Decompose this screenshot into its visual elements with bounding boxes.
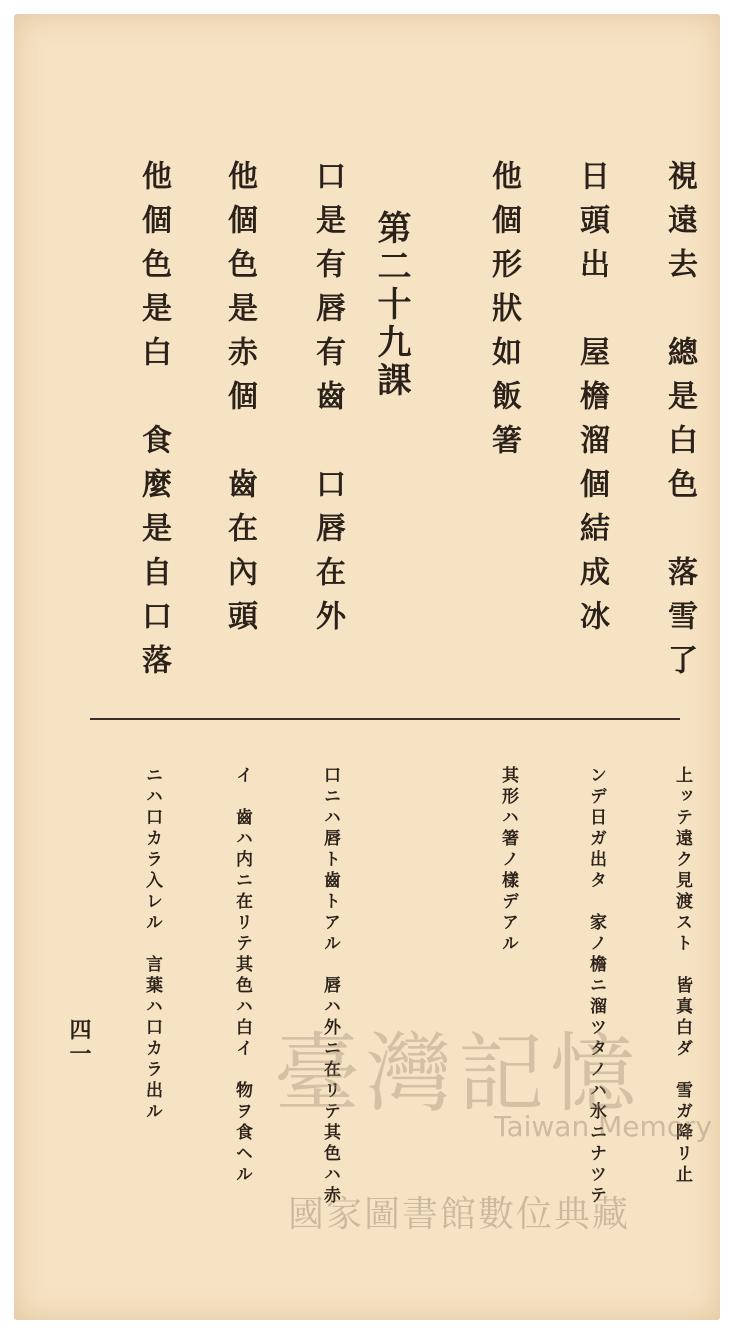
watermark-logo: 臺灣記憶 — [274, 1024, 642, 1124]
lesson-title: 第二十九課 — [371, 210, 411, 400]
translation-column-6: ニハ口カラ入レル 言葉ハ口カラ出ル — [142, 766, 162, 1123]
translation-column-4: 口ニハ唇ト齒トアル 唇ハ外ニ在リテ其色ハ赤 — [320, 766, 340, 1207]
section-divider — [90, 718, 680, 720]
text-column-1: 視遠去 總是白色 落雪了 — [662, 160, 697, 688]
page-number: 四一 — [66, 1018, 92, 1066]
translation-column-2: ンデ日ガ出タ 家ノ檐ニ溜ツタノハ氷ニナツテ — [586, 766, 606, 1207]
book-page — [14, 14, 720, 1320]
translation-column-3: 其形ハ箸ノ樣デアル — [498, 766, 518, 955]
text-column-6: 他個色是白 食麼是自口落 — [136, 160, 171, 688]
text-column-2: 日頭出 屋檐溜個結成冰 — [574, 160, 609, 644]
text-column-5: 他個色是赤個 齒在內頭 — [222, 160, 257, 644]
translation-column-1: 上ッテ遠ク見渡スト 皆真白ダ 雪ガ降リ止 — [672, 766, 692, 1186]
watermark-institution: 國家圖書館數位典藏 — [288, 1194, 631, 1235]
text-column-4: 口是有唇有齒 口唇在外 — [310, 160, 345, 644]
translation-column-5: イ 齒ハ内ニ在リテ其色ハ白イ 物ヲ食ヘル — [232, 766, 252, 1186]
watermark-english: Taiwan Memory — [494, 1110, 712, 1143]
text-column-3: 他個形狀如飯箸 — [486, 160, 521, 468]
